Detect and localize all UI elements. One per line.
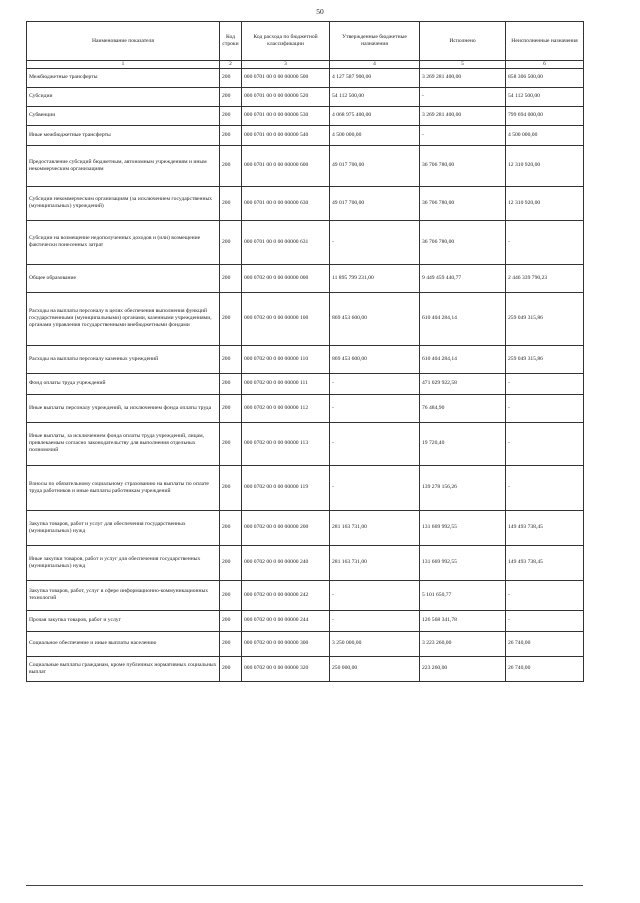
header-unexecuted: Неисполненные назначения xyxy=(506,22,584,61)
indicator-name-cell: Субсидии на возмещение недополученных доходов и (или) возмещение фактически понесенных затрат xyxy=(27,220,220,264)
indicator-name-cell: Фонд оплаты труда учреждений xyxy=(27,373,220,394)
budget-code-cell: 000 0702 00 0 00 00000 300 xyxy=(242,631,330,656)
table-row xyxy=(27,656,584,681)
approved-amount-cell: 281 163 731,00 xyxy=(330,510,420,545)
column-number: 4 xyxy=(330,61,420,69)
budget-code-cell: 000 0702 00 0 00 00000 112 xyxy=(242,394,330,422)
budget-code-cell: 000 0702 00 0 00 00000 110 xyxy=(242,345,330,373)
line-code-cell: 200 xyxy=(220,292,242,345)
table-row xyxy=(27,292,584,345)
indicator-name-cell: Иные выплаты персоналу учреждений, за исключением фонда оплаты труда xyxy=(27,394,220,422)
header-executed: Исполнено xyxy=(420,22,506,61)
line-code-cell: 200 xyxy=(220,610,242,631)
executed-amount-cell: 131 669 992,55 xyxy=(420,510,506,545)
unexecuted-amount-cell: - xyxy=(506,373,584,394)
executed-amount-cell: 9 449 459 440,77 xyxy=(420,264,506,292)
executed-amount-cell: 3 269 281 400,00 xyxy=(420,106,506,125)
unexecuted-amount-cell: 26 740,00 xyxy=(506,656,584,681)
budget-code-cell: 000 0702 00 0 00 00000 244 xyxy=(242,610,330,631)
line-code-cell: 200 xyxy=(220,373,242,394)
indicator-name-cell: Иные межбюджетные трансферты xyxy=(27,125,220,145)
approved-amount-cell: - xyxy=(330,373,420,394)
approved-amount-cell: 49 017 700,00 xyxy=(330,145,420,186)
line-code-cell: 200 xyxy=(220,220,242,264)
unexecuted-amount-cell: 26 740,00 xyxy=(506,631,584,656)
table-row xyxy=(27,345,584,373)
table-row xyxy=(27,264,584,292)
column-number: 5 xyxy=(420,61,506,69)
unexecuted-amount-cell: 799 694 000,00 xyxy=(506,106,584,125)
unexecuted-amount-cell: 149 493 738,45 xyxy=(506,545,584,580)
header-indicator-name: Наименование показателя xyxy=(27,22,220,61)
indicator-name-cell: Закупка товаров, работ, услуг в сфере информационно-коммуникационных технологий xyxy=(27,580,220,610)
unexecuted-amount-cell: - xyxy=(506,422,584,465)
executed-amount-cell: 19 720,40 xyxy=(420,422,506,465)
line-code-cell: 200 xyxy=(220,186,242,220)
budget-code-cell: 000 0701 00 0 00 00000 520 xyxy=(242,87,330,106)
table-row xyxy=(27,220,584,264)
executed-amount-cell: - xyxy=(420,87,506,106)
table-row xyxy=(27,610,584,631)
line-code-cell: 200 xyxy=(220,106,242,125)
page-number: 50 xyxy=(316,7,324,16)
line-code-cell: 200 xyxy=(220,422,242,465)
indicator-name-cell: Социальные выплаты гражданам, кроме публичных нормативных социальных выплат xyxy=(27,656,220,681)
approved-amount-cell: - xyxy=(330,580,420,610)
line-code-cell: 200 xyxy=(220,345,242,373)
table-row xyxy=(27,422,584,465)
executed-amount-cell: 36 706 780,00 xyxy=(420,145,506,186)
table-row xyxy=(27,465,584,510)
executed-amount-cell: 5 101 650,77 xyxy=(420,580,506,610)
column-number: 1 xyxy=(27,61,220,69)
line-code-cell: 200 xyxy=(220,545,242,580)
budget-code-cell: 000 0701 00 0 00 00000 631 xyxy=(242,220,330,264)
table-row xyxy=(27,394,584,422)
budget-code-cell: 000 0702 00 0 00 00000 200 xyxy=(242,510,330,545)
table-row xyxy=(27,68,584,87)
indicator-name-cell: Расходы на выплаты персоналу в целях обеспечения выполнения функций государственными (муниципальными) органами, казенными учреждениями, органами управления государственными внебюджетными фондами xyxy=(27,292,220,345)
indicator-name-cell: Общее образование xyxy=(27,264,220,292)
line-code-cell: 200 xyxy=(220,87,242,106)
indicator-name-cell: Взносы по обязательному социальному страхованию на выплаты по оплате труда работников и иные выплаты работникам учреждений xyxy=(27,465,220,510)
executed-amount-cell: 610 404 284,14 xyxy=(420,345,506,373)
approved-amount-cell: 869 453 600,00 xyxy=(330,292,420,345)
unexecuted-amount-cell: 12 310 920,00 xyxy=(506,145,584,186)
header-line-code: Код строки xyxy=(220,22,242,61)
approved-amount-cell: - xyxy=(330,394,420,422)
line-code-cell: 200 xyxy=(220,580,242,610)
indicator-name-cell: Расходы на выплаты персоналу казенных учреждений xyxy=(27,345,220,373)
unexecuted-amount-cell: 858 306 500,00 xyxy=(506,68,584,87)
budget-code-cell: 000 0702 00 0 00 00000 113 xyxy=(242,422,330,465)
executed-amount-cell: 36 706 780,00 xyxy=(420,220,506,264)
executed-amount-cell: 76 484,90 xyxy=(420,394,506,422)
indicator-name-cell: Субсидии некоммерческим организациям (за исключением государственных (муниципальных) учреждений) xyxy=(27,186,220,220)
approved-amount-cell: 49 017 700,00 xyxy=(330,186,420,220)
column-number-row xyxy=(27,61,584,69)
line-code-cell: 200 xyxy=(220,510,242,545)
unexecuted-amount-cell: - xyxy=(506,394,584,422)
table-row xyxy=(27,87,584,106)
approved-amount-cell: - xyxy=(330,220,420,264)
approved-amount-cell: 281 163 731,00 xyxy=(330,545,420,580)
unexecuted-amount-cell: - xyxy=(506,580,584,610)
unexecuted-amount-cell: 149 493 738,45 xyxy=(506,510,584,545)
budget-code-cell: 000 0702 00 0 00 00000 240 xyxy=(242,545,330,580)
budget-code-cell: 000 0701 00 0 00 00000 600 xyxy=(242,145,330,186)
budget-code-cell: 000 0701 00 0 00 00000 500 xyxy=(242,68,330,87)
line-code-cell: 200 xyxy=(220,125,242,145)
budget-code-cell: 000 0701 00 0 00 00000 540 xyxy=(242,125,330,145)
budget-code-cell: 000 0701 00 0 00 00000 630 xyxy=(242,186,330,220)
unexecuted-amount-cell: - xyxy=(506,465,584,510)
executed-amount-cell: 36 706 780,00 xyxy=(420,186,506,220)
approved-amount-cell: 869 453 600,00 xyxy=(330,345,420,373)
indicator-name-cell: Прочая закупка товаров, работ и услуг xyxy=(27,610,220,631)
table-row xyxy=(27,510,584,545)
approved-amount-cell: - xyxy=(330,610,420,631)
budget-code-cell: 000 0702 00 0 00 00000 119 xyxy=(242,465,330,510)
column-number: 2 xyxy=(220,61,242,69)
indicator-name-cell: Закупка товаров, работ и услуг для обеспечения государственных (муниципальных) нужд xyxy=(27,510,220,545)
budget-execution-table xyxy=(26,21,584,682)
approved-amount-cell: 11 895 799 231,00 xyxy=(330,264,420,292)
table-row xyxy=(27,580,584,610)
budget-code-cell: 000 0702 00 0 00 00000 111 xyxy=(242,373,330,394)
table-row xyxy=(27,145,584,186)
column-number: 3 xyxy=(242,61,330,69)
header-approved: Утвержденные бюджетные назначения xyxy=(330,22,420,61)
approved-amount-cell: 54 112 500,00 xyxy=(330,87,420,106)
line-code-cell: 200 xyxy=(220,465,242,510)
unexecuted-amount-cell: - xyxy=(506,610,584,631)
budget-code-cell: 000 0702 00 0 00 00000 242 xyxy=(242,580,330,610)
indicator-name-cell: Субвенции xyxy=(27,106,220,125)
approved-amount-cell: - xyxy=(330,465,420,510)
line-code-cell: 200 xyxy=(220,631,242,656)
indicator-name-cell: Межбюджетные трансферты xyxy=(27,68,220,87)
line-code-cell: 200 xyxy=(220,145,242,186)
column-number: 6 xyxy=(506,61,584,69)
indicator-name-cell: Иные выплаты, за исключением фонда оплаты труда учреждений, лицам, привлекаемым согласно законодательству для выполнения отдельных полномочий xyxy=(27,422,220,465)
executed-amount-cell: - xyxy=(420,125,506,145)
executed-amount-cell: 139 278 156,26 xyxy=(420,465,506,510)
executed-amount-cell: 223 260,00 xyxy=(420,656,506,681)
table-row xyxy=(27,125,584,145)
budget-code-cell: 000 0702 00 0 00 00000 100 xyxy=(242,292,330,345)
approved-amount-cell: 4 127 587 900,00 xyxy=(330,68,420,87)
indicator-name-cell: Иные закупки товаров, работ и услуг для обеспечения государственных (муниципальных) нужд xyxy=(27,545,220,580)
table-row xyxy=(27,106,584,125)
budget-code-cell: 000 0702 00 0 00 00000 000 xyxy=(242,264,330,292)
unexecuted-amount-cell: 4 500 000,00 xyxy=(506,125,584,145)
executed-amount-cell: 610 404 284,14 xyxy=(420,292,506,345)
unexecuted-amount-cell: 12 310 920,00 xyxy=(506,186,584,220)
bottom-rule xyxy=(26,885,583,886)
line-code-cell: 200 xyxy=(220,68,242,87)
indicator-name-cell: Предоставление субсидий бюджетным, автономным учреждениям и иным некоммерческим организациям xyxy=(27,145,220,186)
header-budget-code: Код расхода по бюджетной классификации xyxy=(242,22,330,61)
executed-amount-cell: 3 269 281 400,00 xyxy=(420,68,506,87)
executed-amount-cell: 126 568 341,78 xyxy=(420,610,506,631)
approved-amount-cell: 4 500 000,00 xyxy=(330,125,420,145)
header-row xyxy=(27,22,584,61)
unexecuted-amount-cell: 54 112 500,00 xyxy=(506,87,584,106)
line-code-cell: 200 xyxy=(220,656,242,681)
indicator-name-cell: Субсидии xyxy=(27,87,220,106)
approved-amount-cell: 4 068 975 400,00 xyxy=(330,106,420,125)
line-code-cell: 200 xyxy=(220,264,242,292)
executed-amount-cell: 131 669 992,55 xyxy=(420,545,506,580)
line-code-cell: 200 xyxy=(220,394,242,422)
unexecuted-amount-cell: 2 446 339 790,23 xyxy=(506,264,584,292)
budget-code-cell: 000 0701 00 0 00 00000 530 xyxy=(242,106,330,125)
unexecuted-amount-cell: - xyxy=(506,220,584,264)
approved-amount-cell: 3 250 000,00 xyxy=(330,631,420,656)
table-row xyxy=(27,373,584,394)
table-row xyxy=(27,545,584,580)
executed-amount-cell: 3 223 260,00 xyxy=(420,631,506,656)
executed-amount-cell: 471 029 922,58 xyxy=(420,373,506,394)
unexecuted-amount-cell: 259 049 315,86 xyxy=(506,292,584,345)
approved-amount-cell: - xyxy=(330,422,420,465)
budget-code-cell: 000 0702 00 0 00 00000 320 xyxy=(242,656,330,681)
indicator-name-cell: Социальное обеспечение и иные выплаты населению xyxy=(27,631,220,656)
approved-amount-cell: 250 000,00 xyxy=(330,656,420,681)
unexecuted-amount-cell: 259 049 315,86 xyxy=(506,345,584,373)
table-row xyxy=(27,186,584,220)
table-row xyxy=(27,631,584,656)
